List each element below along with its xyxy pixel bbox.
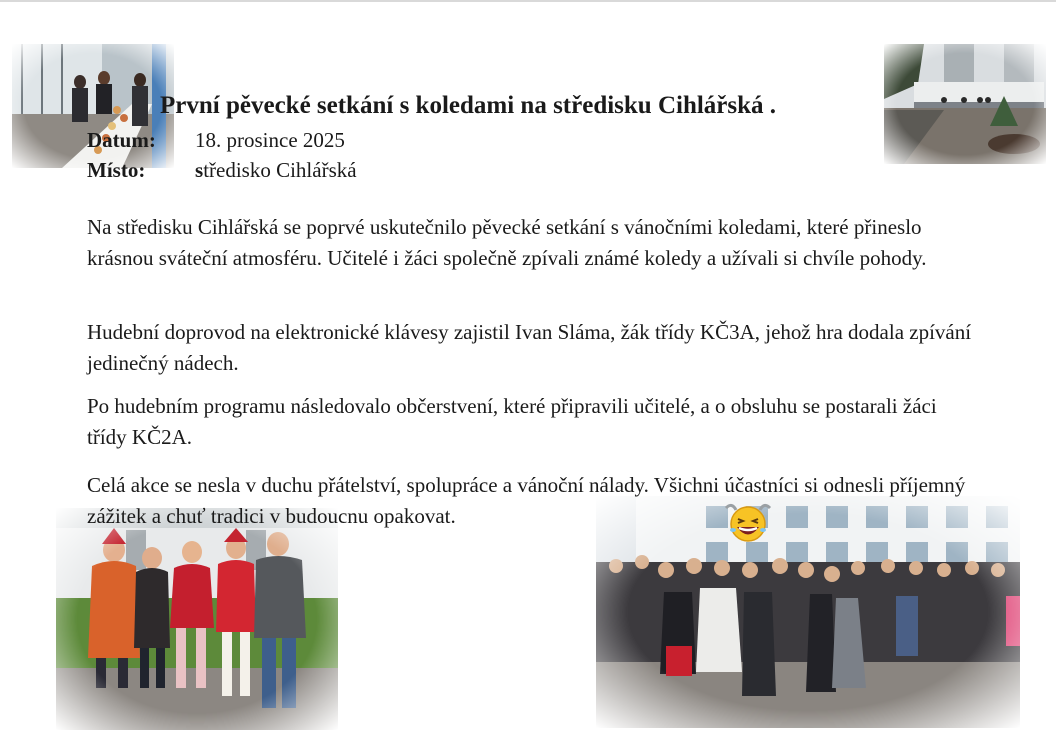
paragraph-intro: Na středisku Cihlářská se poprvé uskutečnilo pěvecké setkání s vánočními koledami, které přineslo krásnou sváteční atmosféru. Učitelé i žáci společně zpívali známé koledy a užívali si chvíle pohody. xyxy=(87,215,927,270)
date-value: 18. prosince 2025 xyxy=(195,128,345,152)
date-label: Datum: xyxy=(87,128,156,152)
paragraph-closing: Celá akce se nesla v duchu přátelství, spolupráce a vánoční nálady. Všichni účastníci si odnesli příjemný zážitek a chuť tradici v budoucnu opakovat. xyxy=(87,473,966,528)
page-top-border xyxy=(0,0,1056,2)
place-value: tředisko Cihlářská xyxy=(203,158,357,182)
laughing-emoji-icon xyxy=(722,500,774,544)
place-row xyxy=(87,158,357,183)
teachers-group-photo xyxy=(56,508,338,730)
paragraph-refreshments: Po hudebním programu následovalo občerstvení, které připravili učitelé, a o obsluhu se postarali žáci třídy KČ2A. xyxy=(87,394,937,449)
date-row xyxy=(87,128,345,153)
place-label: Místo: xyxy=(87,158,146,182)
paragraph-music: Hudební doprovod na elektronické klávesy zajistil Ivan Sláma, žák třídy KČ3A, jehož hra dodala zpívání jedinečný nádech. xyxy=(87,320,972,375)
article-title: První pěvecké setkání s koledami na středisku Cihlářská . xyxy=(160,92,777,119)
place-value-initial: s xyxy=(195,158,204,182)
